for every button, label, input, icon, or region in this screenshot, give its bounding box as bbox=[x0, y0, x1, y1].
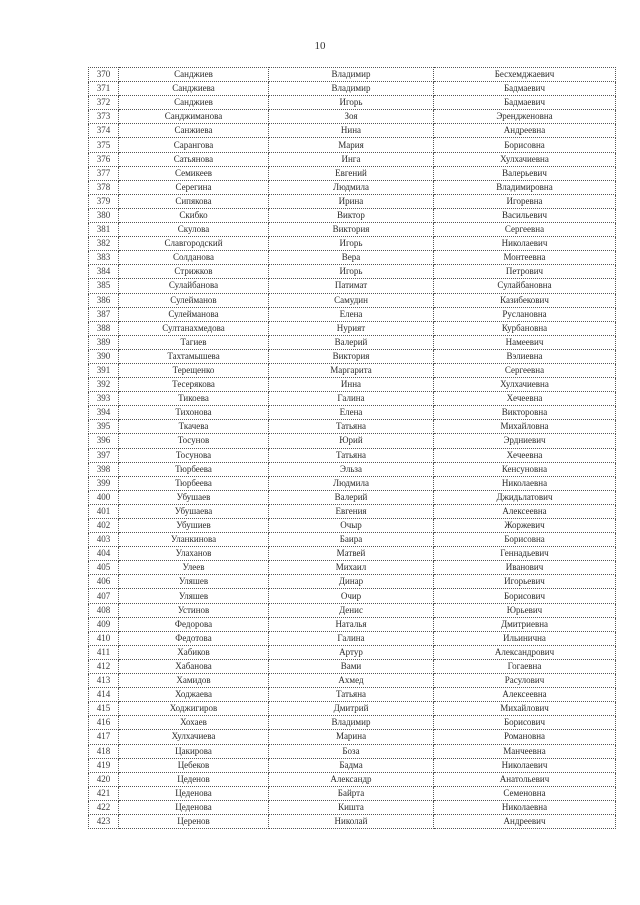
row-number: 404 bbox=[89, 547, 119, 561]
first-name: Очир bbox=[269, 589, 434, 603]
row-number: 410 bbox=[89, 631, 119, 645]
last-name: Семикеев bbox=[119, 166, 269, 180]
table-row bbox=[89, 702, 616, 716]
table-row bbox=[89, 730, 616, 744]
first-name: Ирина bbox=[269, 194, 434, 208]
table-row bbox=[89, 321, 616, 335]
patronymic: Манчеевна bbox=[434, 744, 616, 758]
table-row bbox=[89, 533, 616, 547]
first-name: Ахмед bbox=[269, 674, 434, 688]
row-number: 376 bbox=[89, 152, 119, 166]
table-row bbox=[89, 166, 616, 180]
row-number: 383 bbox=[89, 251, 119, 265]
table-row bbox=[89, 631, 616, 645]
table-row bbox=[89, 138, 616, 152]
last-name: Сулейманов bbox=[119, 293, 269, 307]
table-row bbox=[89, 420, 616, 434]
first-name: Елена bbox=[269, 307, 434, 321]
patronymic: Николаевич bbox=[434, 237, 616, 251]
last-name: Уляшев bbox=[119, 589, 269, 603]
table-row bbox=[89, 293, 616, 307]
row-number: 396 bbox=[89, 434, 119, 448]
table-row bbox=[89, 617, 616, 631]
patronymic: Юрьевич bbox=[434, 603, 616, 617]
first-name: Евгений bbox=[269, 166, 434, 180]
last-name: Цебеков bbox=[119, 758, 269, 772]
first-name: Михаил bbox=[269, 561, 434, 575]
last-name: Тикоева bbox=[119, 392, 269, 406]
patronymic: Михайловна bbox=[434, 420, 616, 434]
last-name: Сипякова bbox=[119, 194, 269, 208]
first-name: Марина bbox=[269, 730, 434, 744]
first-name: Боза bbox=[269, 744, 434, 758]
first-name: Татьяна bbox=[269, 688, 434, 702]
first-name: Патимат bbox=[269, 279, 434, 293]
row-number: 409 bbox=[89, 617, 119, 631]
patronymic: Иванович bbox=[434, 561, 616, 575]
patronymic: Борисович bbox=[434, 589, 616, 603]
last-name: Цеденова bbox=[119, 800, 269, 814]
row-number: 407 bbox=[89, 589, 119, 603]
last-name: Цакирова bbox=[119, 744, 269, 758]
row-number: 422 bbox=[89, 800, 119, 814]
table-row bbox=[89, 772, 616, 786]
first-name: Артур bbox=[269, 645, 434, 659]
patronymic: Андреевна bbox=[434, 124, 616, 138]
last-name: Санжиева bbox=[119, 124, 269, 138]
row-number: 375 bbox=[89, 138, 119, 152]
last-name: Хабанова bbox=[119, 659, 269, 673]
row-number: 385 bbox=[89, 279, 119, 293]
table-row bbox=[89, 265, 616, 279]
first-name: Вера bbox=[269, 251, 434, 265]
patronymic: Хулхачиевна bbox=[434, 152, 616, 166]
first-name: Людмила bbox=[269, 476, 434, 490]
patronymic: Алексеевна bbox=[434, 504, 616, 518]
table-row bbox=[89, 786, 616, 800]
last-name: Сатьянова bbox=[119, 152, 269, 166]
patronymic: Игорьевич bbox=[434, 575, 616, 589]
last-name: Сулейманова bbox=[119, 307, 269, 321]
row-number: 377 bbox=[89, 166, 119, 180]
table-row bbox=[89, 82, 616, 96]
patronymic: Николаевич bbox=[434, 758, 616, 772]
patronymic: Петрович bbox=[434, 265, 616, 279]
row-number: 420 bbox=[89, 772, 119, 786]
row-number: 395 bbox=[89, 420, 119, 434]
table-row bbox=[89, 223, 616, 237]
row-number: 397 bbox=[89, 448, 119, 462]
table-row bbox=[89, 96, 616, 110]
table-row bbox=[89, 124, 616, 138]
last-name: Убушаев bbox=[119, 490, 269, 504]
patronymic: Александрович bbox=[434, 645, 616, 659]
first-name: Зоя bbox=[269, 110, 434, 124]
row-number: 371 bbox=[89, 82, 119, 96]
last-name: Солданова bbox=[119, 251, 269, 265]
first-name: Людмила bbox=[269, 180, 434, 194]
patronymic: Николаевна bbox=[434, 476, 616, 490]
patronymic: Сулайбановна bbox=[434, 279, 616, 293]
table-row bbox=[89, 603, 616, 617]
patronymic: Бадмаевич bbox=[434, 82, 616, 96]
row-number: 398 bbox=[89, 462, 119, 476]
last-name: Федорова bbox=[119, 617, 269, 631]
last-name: Сарангова bbox=[119, 138, 269, 152]
patronymic: Бесхемджаевич bbox=[434, 68, 616, 82]
table-row bbox=[89, 674, 616, 688]
table-row bbox=[89, 110, 616, 124]
last-name: Хохаев bbox=[119, 716, 269, 730]
patronymic: Романовна bbox=[434, 730, 616, 744]
patronymic: Эрдниевич bbox=[434, 434, 616, 448]
patronymic: Игоревна bbox=[434, 194, 616, 208]
table-row bbox=[89, 251, 616, 265]
first-name: Татьяна bbox=[269, 420, 434, 434]
patronymic: Дмитриевна bbox=[434, 617, 616, 631]
table-row bbox=[89, 575, 616, 589]
first-name: Владимир bbox=[269, 82, 434, 96]
first-name: Валерий bbox=[269, 335, 434, 349]
patronymic: Эрендженовна bbox=[434, 110, 616, 124]
table-row bbox=[89, 561, 616, 575]
last-name: Тюрбеева bbox=[119, 462, 269, 476]
first-name: Виктория bbox=[269, 223, 434, 237]
row-number: 408 bbox=[89, 603, 119, 617]
first-name: Нина bbox=[269, 124, 434, 138]
patronymic: Анатольевич bbox=[434, 772, 616, 786]
patronymic: Борисовна bbox=[434, 533, 616, 547]
first-name: Александр bbox=[269, 772, 434, 786]
first-name: Матвей bbox=[269, 547, 434, 561]
row-number: 414 bbox=[89, 688, 119, 702]
patronymic: Николаевна bbox=[434, 800, 616, 814]
last-name: Стрижков bbox=[119, 265, 269, 279]
first-name: Мария bbox=[269, 138, 434, 152]
table-row bbox=[89, 659, 616, 673]
table-row bbox=[89, 716, 616, 730]
last-name: Хамидов bbox=[119, 674, 269, 688]
first-name: Игорь bbox=[269, 265, 434, 279]
row-number: 382 bbox=[89, 237, 119, 251]
patronymic: Руслановна bbox=[434, 307, 616, 321]
patronymic: Бадмаевич bbox=[434, 96, 616, 110]
first-name: Маргарита bbox=[269, 363, 434, 377]
row-number: 401 bbox=[89, 504, 119, 518]
first-name: Вами bbox=[269, 659, 434, 673]
row-number: 374 bbox=[89, 124, 119, 138]
last-name: Санджиманова bbox=[119, 110, 269, 124]
last-name: Церенов bbox=[119, 814, 269, 828]
table-row bbox=[89, 758, 616, 772]
table-row bbox=[89, 307, 616, 321]
patronymic: Казибекович bbox=[434, 293, 616, 307]
patronymic: Андреевич bbox=[434, 814, 616, 828]
last-name: Сулайбанова bbox=[119, 279, 269, 293]
table-row bbox=[89, 688, 616, 702]
table-row bbox=[89, 237, 616, 251]
table-row bbox=[89, 279, 616, 293]
patronymic: Владимировна bbox=[434, 180, 616, 194]
first-name: Виктор bbox=[269, 208, 434, 222]
table-row bbox=[89, 335, 616, 349]
row-number: 423 bbox=[89, 814, 119, 828]
patronymic: Курбановна bbox=[434, 321, 616, 335]
table-row bbox=[89, 547, 616, 561]
patronymic: Семеновна bbox=[434, 786, 616, 800]
patronymic: Джидьлатович bbox=[434, 490, 616, 504]
first-name: Галина bbox=[269, 631, 434, 645]
row-number: 373 bbox=[89, 110, 119, 124]
roster-table bbox=[88, 67, 616, 829]
row-number: 415 bbox=[89, 702, 119, 716]
last-name: Хулхачиева bbox=[119, 730, 269, 744]
patronymic: Борисович bbox=[434, 716, 616, 730]
table-row bbox=[89, 645, 616, 659]
last-name: Султанахмедова bbox=[119, 321, 269, 335]
first-name: Динар bbox=[269, 575, 434, 589]
patronymic: Михайлович bbox=[434, 702, 616, 716]
first-name: Наталья bbox=[269, 617, 434, 631]
row-number: 372 bbox=[89, 96, 119, 110]
patronymic: Сергеевна bbox=[434, 223, 616, 237]
row-number: 418 bbox=[89, 744, 119, 758]
last-name: Цеденов bbox=[119, 772, 269, 786]
row-number: 380 bbox=[89, 208, 119, 222]
row-number: 388 bbox=[89, 321, 119, 335]
last-name: Убушиев bbox=[119, 519, 269, 533]
row-number: 378 bbox=[89, 180, 119, 194]
last-name: Устинов bbox=[119, 603, 269, 617]
row-number: 391 bbox=[89, 363, 119, 377]
first-name: Инга bbox=[269, 152, 434, 166]
row-number: 381 bbox=[89, 223, 119, 237]
first-name: Бадма bbox=[269, 758, 434, 772]
patronymic: Алексеевна bbox=[434, 688, 616, 702]
first-name: Евгения bbox=[269, 504, 434, 518]
row-number: 399 bbox=[89, 476, 119, 490]
first-name: Николай bbox=[269, 814, 434, 828]
first-name: Владимир bbox=[269, 716, 434, 730]
last-name: Тахтамышева bbox=[119, 349, 269, 363]
last-name: Скулова bbox=[119, 223, 269, 237]
table-row bbox=[89, 378, 616, 392]
last-name: Федотова bbox=[119, 631, 269, 645]
last-name: Ходжаева bbox=[119, 688, 269, 702]
row-number: 387 bbox=[89, 307, 119, 321]
table-row bbox=[89, 504, 616, 518]
first-name: Байрта bbox=[269, 786, 434, 800]
table-row bbox=[89, 208, 616, 222]
page-number: 10 bbox=[314, 40, 326, 52]
first-name: Владимир bbox=[269, 68, 434, 82]
last-name: Улеев bbox=[119, 561, 269, 575]
last-name: Ходжигиров bbox=[119, 702, 269, 716]
row-number: 421 bbox=[89, 786, 119, 800]
row-number: 386 bbox=[89, 293, 119, 307]
first-name: Виктория bbox=[269, 349, 434, 363]
row-number: 402 bbox=[89, 519, 119, 533]
last-name: Тосунов bbox=[119, 434, 269, 448]
first-name: Валерий bbox=[269, 490, 434, 504]
last-name: Тихонова bbox=[119, 406, 269, 420]
table-row bbox=[89, 476, 616, 490]
row-number: 392 bbox=[89, 378, 119, 392]
row-number: 384 bbox=[89, 265, 119, 279]
first-name: Нурият bbox=[269, 321, 434, 335]
patronymic: Валерьевич bbox=[434, 166, 616, 180]
row-number: 412 bbox=[89, 659, 119, 673]
patronymic: Хулхачиевна bbox=[434, 378, 616, 392]
last-name: Серегина bbox=[119, 180, 269, 194]
last-name: Ткачева bbox=[119, 420, 269, 434]
last-name: Улаханов bbox=[119, 547, 269, 561]
row-number: 403 bbox=[89, 533, 119, 547]
row-number: 389 bbox=[89, 335, 119, 349]
first-name: Юрий bbox=[269, 434, 434, 448]
table-row bbox=[89, 392, 616, 406]
row-number: 416 bbox=[89, 716, 119, 730]
row-number: 411 bbox=[89, 645, 119, 659]
roster-body bbox=[89, 68, 616, 829]
last-name: Уляшев bbox=[119, 575, 269, 589]
patronymic: Ильинична bbox=[434, 631, 616, 645]
patronymic: Монтеевна bbox=[434, 251, 616, 265]
last-name: Тосунова bbox=[119, 448, 269, 462]
table-row bbox=[89, 349, 616, 363]
first-name: Эльза bbox=[269, 462, 434, 476]
last-name: Терещенко bbox=[119, 363, 269, 377]
patronymic: Хечеевна bbox=[434, 448, 616, 462]
row-number: 413 bbox=[89, 674, 119, 688]
last-name: Хабиков bbox=[119, 645, 269, 659]
table-row bbox=[89, 814, 616, 828]
patronymic: Вэлиевна bbox=[434, 349, 616, 363]
last-name: Санджиева bbox=[119, 82, 269, 96]
row-number: 379 bbox=[89, 194, 119, 208]
last-name: Тесерякова bbox=[119, 378, 269, 392]
patronymic: Геннадьевич bbox=[434, 547, 616, 561]
patronymic: Хечеевна bbox=[434, 392, 616, 406]
last-name: Цеденова bbox=[119, 786, 269, 800]
row-number: 417 bbox=[89, 730, 119, 744]
row-number: 394 bbox=[89, 406, 119, 420]
first-name: Галина bbox=[269, 392, 434, 406]
patronymic: Намеевич bbox=[434, 335, 616, 349]
table-row bbox=[89, 194, 616, 208]
row-number: 400 bbox=[89, 490, 119, 504]
first-name: Денис bbox=[269, 603, 434, 617]
last-name: Тюрбеева bbox=[119, 476, 269, 490]
patronymic: Сергеевна bbox=[434, 363, 616, 377]
table-row bbox=[89, 152, 616, 166]
patronymic: Жоржевич bbox=[434, 519, 616, 533]
first-name: Баира bbox=[269, 533, 434, 547]
patronymic: Борисовна bbox=[434, 138, 616, 152]
table-row bbox=[89, 462, 616, 476]
table-row bbox=[89, 68, 616, 82]
last-name: Санджиев bbox=[119, 68, 269, 82]
row-number: 393 bbox=[89, 392, 119, 406]
first-name: Кишта bbox=[269, 800, 434, 814]
table-row bbox=[89, 490, 616, 504]
table-row bbox=[89, 744, 616, 758]
row-number: 390 bbox=[89, 349, 119, 363]
first-name: Елена bbox=[269, 406, 434, 420]
table-row bbox=[89, 434, 616, 448]
patronymic: Кенсуновна bbox=[434, 462, 616, 476]
patronymic: Васильевич bbox=[434, 208, 616, 222]
first-name: Игорь bbox=[269, 237, 434, 251]
table-row bbox=[89, 589, 616, 603]
first-name: Инна bbox=[269, 378, 434, 392]
last-name: Санджиев bbox=[119, 96, 269, 110]
table-row bbox=[89, 800, 616, 814]
first-name: Татьяна bbox=[269, 448, 434, 462]
first-name: Очыр bbox=[269, 519, 434, 533]
first-name: Дмитрий bbox=[269, 702, 434, 716]
table-row bbox=[89, 519, 616, 533]
last-name: Тагиев bbox=[119, 335, 269, 349]
last-name: Славгородский bbox=[119, 237, 269, 251]
row-number: 405 bbox=[89, 561, 119, 575]
table-row bbox=[89, 406, 616, 420]
table-row bbox=[89, 363, 616, 377]
patronymic: Викторовна bbox=[434, 406, 616, 420]
table-row bbox=[89, 448, 616, 462]
row-number: 419 bbox=[89, 758, 119, 772]
row-number: 370 bbox=[89, 68, 119, 82]
patronymic: Гогаевна bbox=[434, 659, 616, 673]
table-row bbox=[89, 180, 616, 194]
first-name: Самудин bbox=[269, 293, 434, 307]
row-number: 406 bbox=[89, 575, 119, 589]
patronymic: Расулович bbox=[434, 674, 616, 688]
last-name: Убушаева bbox=[119, 504, 269, 518]
last-name: Уланкинова bbox=[119, 533, 269, 547]
first-name: Игорь bbox=[269, 96, 434, 110]
last-name: Скибко bbox=[119, 208, 269, 222]
